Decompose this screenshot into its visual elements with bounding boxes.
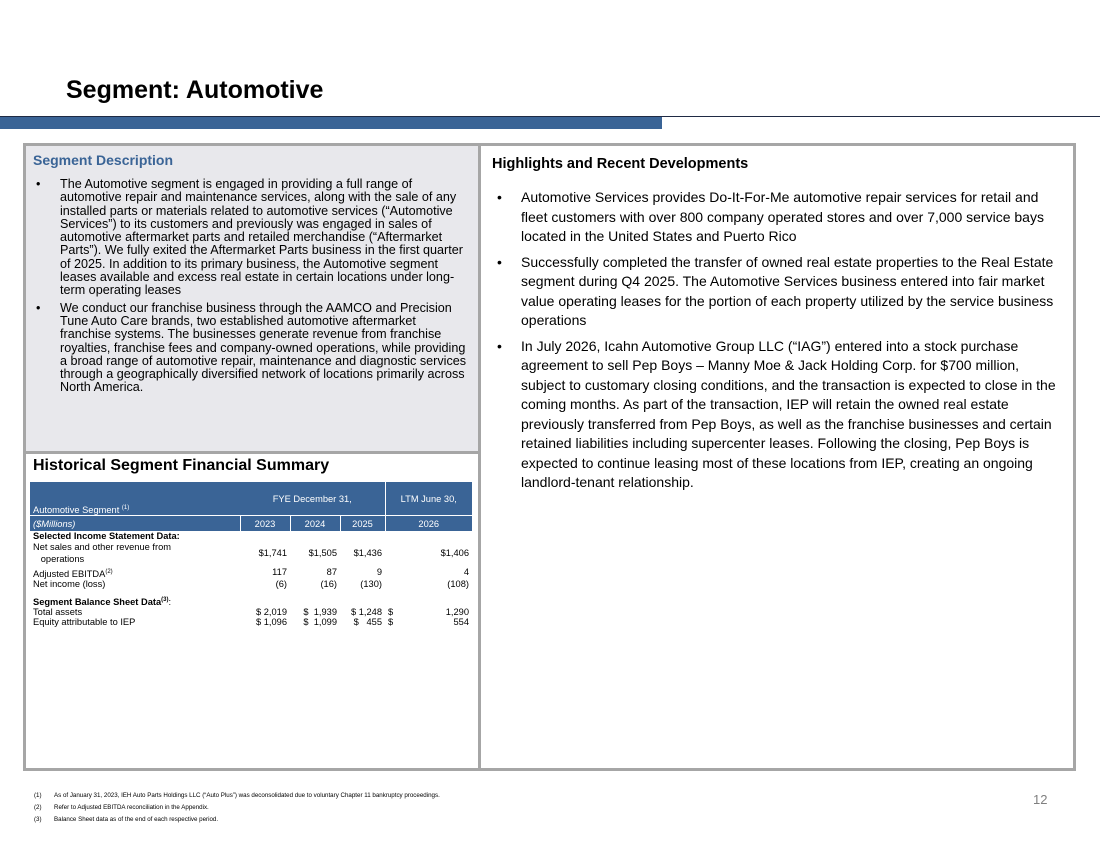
table-year-row	[30, 516, 472, 532]
highlights-list	[497, 188, 1067, 499]
row-label: Total assets	[33, 607, 83, 618]
table-cell: 87	[326, 567, 337, 578]
year-header: 2026	[385, 516, 472, 532]
income-section-row	[30, 531, 472, 541]
balance-section-row	[30, 589, 472, 607]
description-bullet: • We conduct our franchise business through the AAMCO and Precision Tune Auto Care brands, two established automotive aftermarket franchise systems. The businesses generate revenue from franchise royalties, franchise fees and company-owned operations, while providing a broad range of automotive repair, maintenance and diagnostic services through a geographically diversified network of locations primarily across North America.	[36, 302, 468, 395]
financial-summary-heading: Historical Segment Financial Summary	[33, 457, 330, 474]
highlight-bullet: • Automotive Services provides Do-It-For-Me automotive repair services for retail and fleet customers with over 800 company operated stores and over 7,000 service bays located in the United States and Puerto Rico	[497, 188, 1067, 247]
table-cell: $	[388, 617, 394, 628]
segment-label-cell: Automotive Segment $^{(1)}$	[30, 482, 240, 516]
footnote: (2) Refer to Adjusted EBITDA reconciliation in the Appendix.	[34, 804, 209, 811]
table-cell: 117	[272, 567, 287, 578]
highlights-heading: Highlights and Recent Developments	[492, 156, 749, 172]
table-cell: $1,406	[440, 548, 469, 558]
table-cell: $ 1,099	[303, 617, 337, 628]
table-cell: $ 455	[353, 617, 382, 628]
table-cell: $1,741	[258, 548, 287, 558]
table-cell: (108)	[447, 579, 469, 590]
table-cell: 4	[463, 567, 469, 578]
units-label: ($Millions)	[30, 516, 240, 532]
table-cell: 1,290	[445, 607, 469, 618]
segment-description-heading: Segment Description	[33, 152, 174, 168]
table-cell: (130)	[360, 579, 382, 590]
table-cell: (16)	[320, 579, 337, 590]
table-cell: $ 1,939	[303, 607, 337, 618]
table-header-row	[30, 482, 472, 516]
table-row	[30, 541, 472, 565]
year-header: 2024	[290, 516, 340, 532]
financial-summary-table	[30, 482, 472, 627]
table-cell: $ 2,019	[255, 607, 287, 618]
column-divider	[478, 146, 481, 768]
year-header: 2025	[340, 516, 385, 532]
balance-section-heading: Segment Balance Sheet Data$^{(3)}$:	[33, 597, 172, 608]
highlight-bullet: • In July 2026, Icahn Automotive Group LLC (“IAG”) entered into a stock purchase agreement to sell Pep Boys – Manny Moe & Jack Holding Corp. for $700 million, subject to customary closing conditions, and the transaction is expected to close in the coming months. As part of the transaction, IEP will retain the owned real estate previously transferred from Pep Boys, as well as the franchise businesses and certain retained liabilities including supercenter leases. Following the closing, Pep Boys is expected to continue leasing most of these locations from IEP, creating an ongoing landlord-tenant relationship.	[497, 337, 1067, 493]
description-bullet: • The Automotive segment is engaged in providing a full range of automotive repair and maintenance services, along with the sale of any installed parts or materials related to automotive services (“Automotive Services”) to its customers and previously was engaged in sales of automotive aftermarket parts and retailed merchandise (“Aftermarket Parts”). We fully exited the Aftermarket Parts business in the first quarter of 2025. In addition to its primary business, the Automotive segment leases available and excess real estate in certain locations under long-term operating leases	[36, 178, 468, 298]
table-cell: $ 1,248	[350, 607, 382, 618]
table-cell: $ 1,096	[255, 617, 287, 628]
left-panel-divider	[26, 451, 478, 454]
table-cell: 554	[453, 617, 469, 628]
footnote: (1) As of January 31, 2023, IEH Auto Parts Holdings LLC (“Auto Plus”) was deconsolidated due to voluntary Chapter 11 bankruptcy proceedings.	[34, 792, 440, 799]
row-label: Net income (loss)	[33, 579, 106, 590]
row-label: Net sales and other revenue from operations	[33, 542, 171, 564]
row-label: Adjusted EBITDA$^{(2)}$	[33, 569, 113, 580]
table-cell: (6)	[275, 579, 287, 590]
table-cell: 9	[376, 567, 382, 578]
table-cell: $1,505	[308, 548, 337, 558]
table-row	[30, 607, 472, 617]
table-cell: $	[388, 607, 394, 618]
table-row	[30, 617, 472, 627]
table-row	[30, 579, 472, 589]
ltm-header: LTM June 30,	[385, 482, 472, 516]
page-number: 12	[1033, 792, 1048, 807]
segment-description-list	[36, 178, 468, 399]
fye-header: FYE December 31,	[240, 482, 385, 516]
table-cell: $1,436	[353, 548, 382, 558]
table-row	[30, 565, 472, 579]
footnote: (3) Balance Sheet data as of the end of each respective period.	[34, 816, 219, 823]
year-header: 2023	[240, 516, 290, 532]
title-accent-bar	[0, 117, 662, 129]
row-label: Equity attributable to IEP	[33, 617, 136, 628]
highlight-bullet: • Successfully completed the transfer of owned real estate properties to the Real Estate segment during Q4 2025. The Automotive Services business entered into fair market value operating leases for the portion of each property utilized by the service business operations	[497, 253, 1067, 331]
income-section-heading: Selected Income Statement Data:	[33, 531, 180, 541]
page-title: Segment: Automotive	[66, 76, 324, 104]
